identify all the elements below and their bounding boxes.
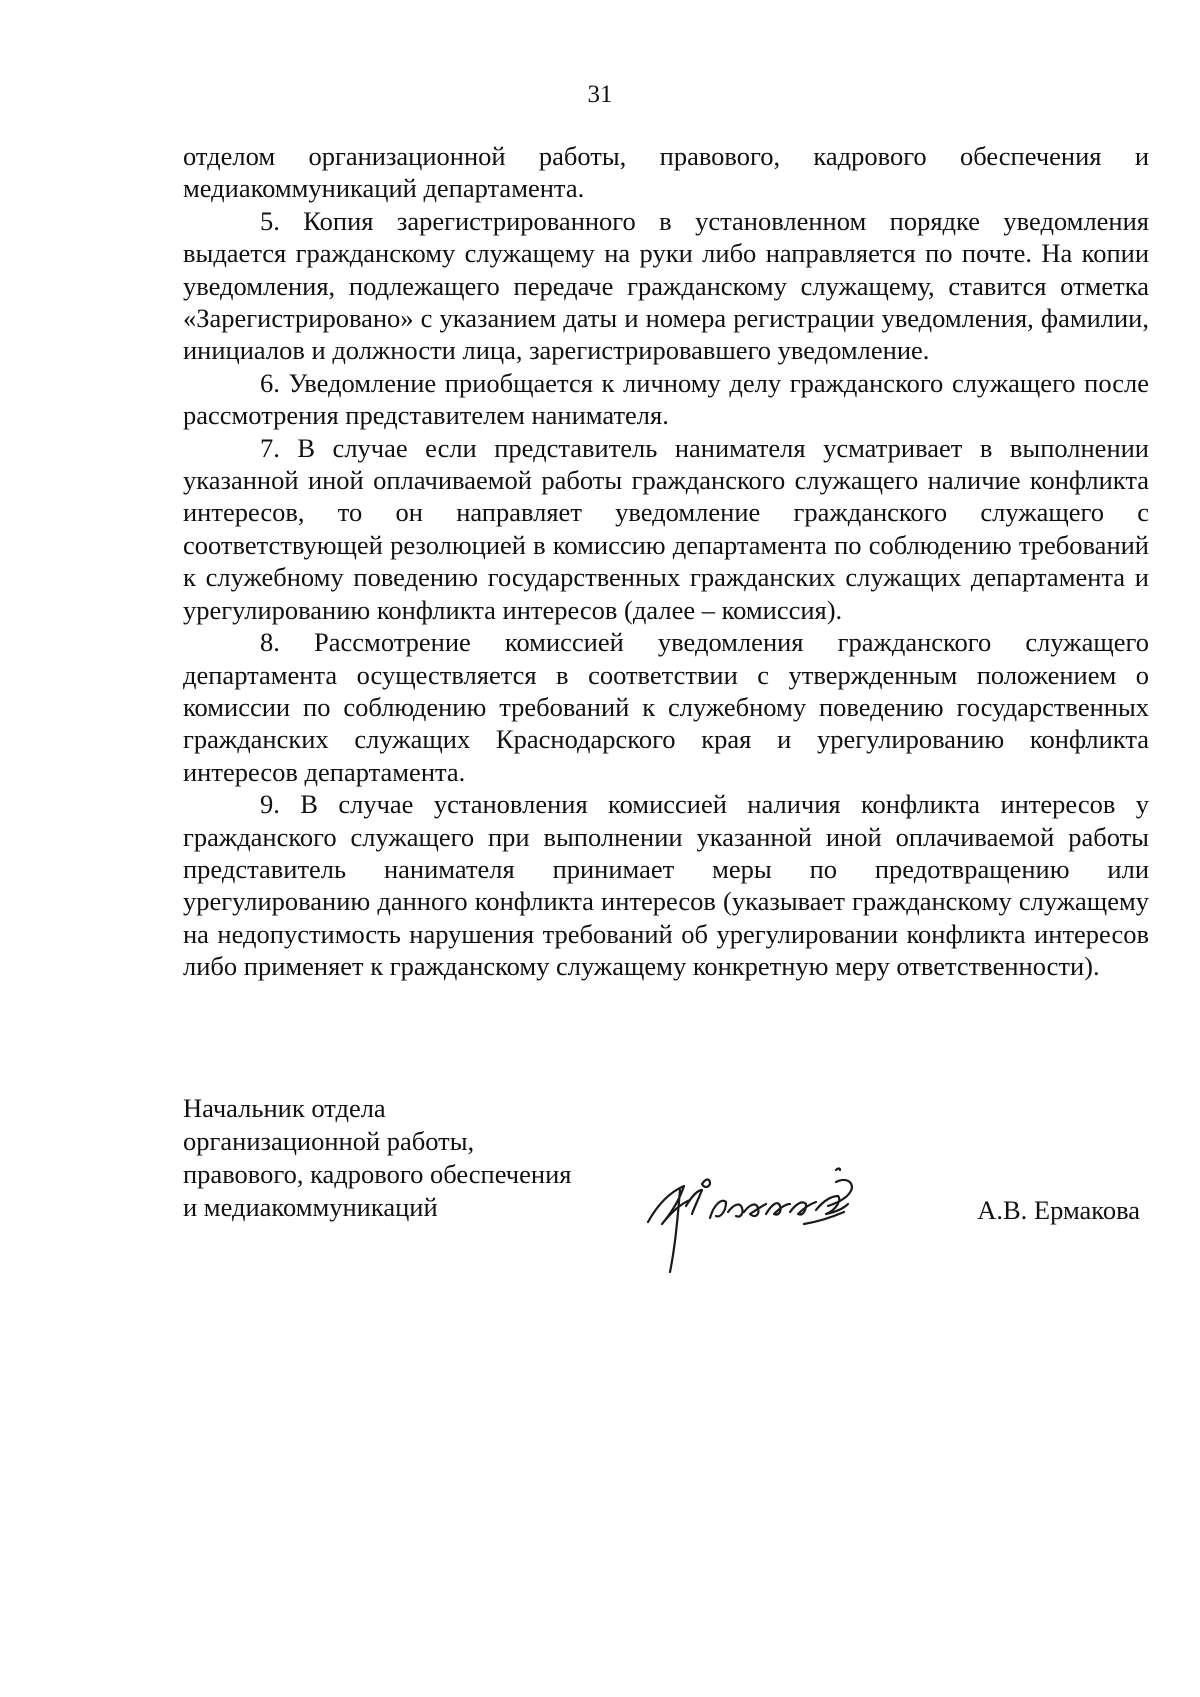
signatory-position bbox=[183, 1092, 603, 1224]
position-line: организационной работы, bbox=[183, 1126, 475, 1156]
paragraph-continuation: отделом организационной работы, правового, кадрового обеспечения и медиакоммуникаций департамента. bbox=[183, 141, 1149, 204]
paragraph-9: 9. В случае установления комиссией наличия конфликта интересов у гражданского служащего при выполнении указанной иной оплачиваемой работы представитель нанимателя принимает меры по предотвращению или урегулированию данного конфликта интересов (указывает гражданскому служащему на недопустимость нарушения требований об урегулировании конфликта интересов либо применяет к гражданскому служащему конкретную меру ответственности). bbox=[183, 789, 1149, 982]
document-body bbox=[183, 140, 1149, 983]
position-line: правового, кадрового обеспечения bbox=[183, 1159, 572, 1189]
paragraph-5: 5. Копия зарегистрированного в установленном порядке уведомления выдается гражданскому служащему на руки либо направляется по почте. На копии уведомления, подлежащего передаче гражданскому служащему, ставится отметка «Зарегистрировано» с указанием даты и номера регистрации уведомления, фамилии, инициалов и должности лица, зарегистрировавшего уведомление. bbox=[183, 205, 1149, 366]
position-line: Начальник отдела bbox=[183, 1093, 386, 1123]
paragraph-6: 6. Уведомление приобщается к личному делу гражданского служащего после рассмотрения представителем нанимателя. bbox=[183, 367, 1149, 431]
page-number: 31 bbox=[587, 81, 613, 108]
signer-name: А.В. Ермакова bbox=[977, 1195, 1140, 1225]
paragraph-8: 8. Рассмотрение комиссией уведомления гражданского служащего департамента осуществляется в соответствии с утвержденным положением о комиссии по соблюдению требований к служебному поведению государственных гражданских служащих Краснодарского края и урегулированию конфликта интересов департамента. bbox=[183, 627, 1149, 787]
position-line: и медиакоммуникаций bbox=[183, 1192, 438, 1222]
paragraph-7: 7. В случае если представитель нанимателя усматривает в выполнении указанной иной оплачиваемой работы гражданского служащего наличие конфликта интересов, то он направляет уведомление гражданского служащего с соответствующей резолюцией в комиссию департамента по соблюдению требований к служебному поведению государственных гражданских служащих департамента и урегулированию конфликта интересов (далее – комиссия). bbox=[183, 432, 1149, 625]
handwritten-signature bbox=[640, 1160, 890, 1280]
